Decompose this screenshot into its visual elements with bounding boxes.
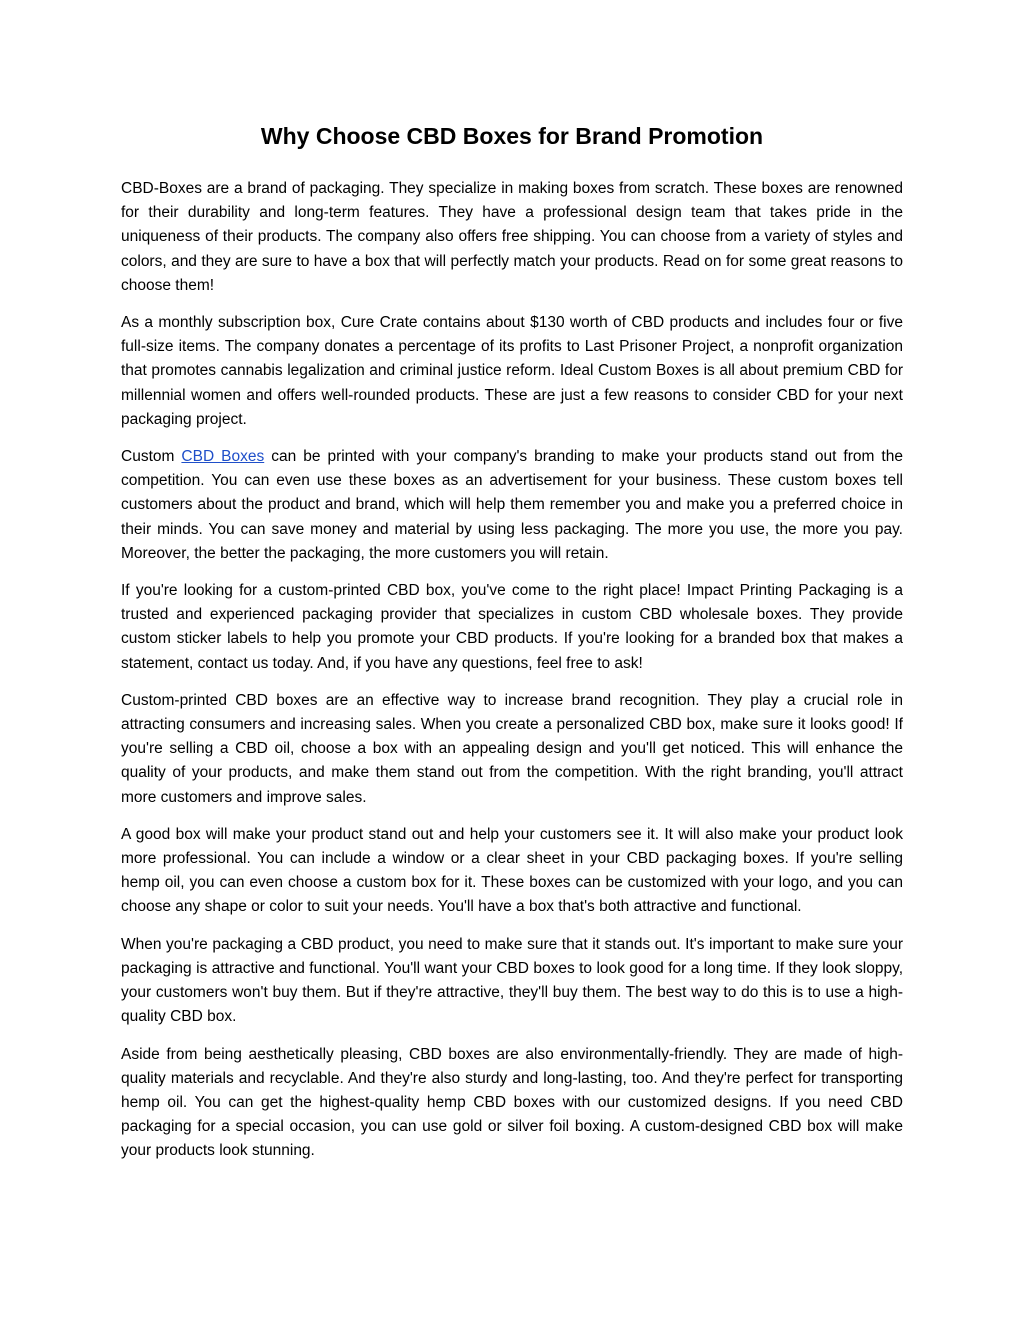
paragraph-6: A good box will make your product stand out and help your customers see it. It will also make your product look more professional. You can include a window or a clear sheet in your CBD packaging boxes. If you're selling hemp oil, you can even choose a custom box for it. These boxes can be customized with your logo, and you can choose any shape or color to suit your needs. You'll have a box that's both attractive and functional. [121, 825, 903, 916]
document-title: Why Choose CBD Boxes for Brand Promotion [260, 123, 764, 149]
document-page [121, 118, 903, 1177]
paragraph-7: When you're packaging a CBD product, you need to make sure that it stands out. It's important to make sure your packaging is attractive and functional. You'll want your CBD boxes to look good for a long time. If they look sloppy, your customers won't buy them. But if they're attractive, they'll buy them. The best way to do this is to use a high-quality CBD box. [121, 935, 903, 1026]
paragraph-5: Custom-printed CBD boxes are an effective way to increase brand recognition. They play a crucial role in attracting consumers and increasing sales. When you create a personalized CBD box, make sure it looks good! If you're selling a CBD oil, choose a box with an appealing design and you'll get noticed. This will enhance the quality of your products, and make them stand out from the competition. With the right branding, you'll attract more customers and improve sales. [121, 691, 903, 806]
paragraph-1: CBD-Boxes are a brand of packaging. They specialize in making boxes from scratch. These boxes are renowned for their durability and long-term features. They have a professional design team that takes pride in the uniqueness of their products. The company also offers free shipping. You can choose from a variety of styles and colors, and they are sure to have a box that will perfectly match your products. Read on for some great reasons to choose them! [121, 180, 903, 294]
paragraph-3-rest: can be printed with your company's branding to make your products stand out from the competition. You can even use these boxes as an advertisement for your business. These custom boxes tell customers about the product and brand, which will help them remember you and make you a preferred choice in their minds. You can save money and material by using less packaging. The more you use, the more you pay. Moreover, the better the packaging, the more customers you will retain. [121, 448, 903, 562]
paragraph-2: As a monthly subscription box, Cure Crate contains about $130 worth of CBD products and includes four or five full-size items. The company donates a percentage of its profits to Last Prisoner Project, a nonprofit organization that promotes cannabis legalization and criminal justice reform. Ideal Custom Boxes is all about premium CBD for millennial women and offers well-rounded products. These are just a few reasons to consider CBD for your next packaging project. [121, 314, 903, 428]
paragraph-8: Aside from being aesthetically pleasing, CBD boxes are also environmentally-friendly. They are made of high-quality materials and recyclable. And they're also sturdy and long-lasting, too. And they're perfect for transporting hemp oil. You can get the highest-quality hemp CBD boxes with our customized designs. If you need CBD packaging for a special occasion, you can use gold or silver foil boxing. A custom-designed CBD box will make your products look stunning. [121, 1045, 903, 1160]
paragraph-3 [121, 445, 903, 566]
cbd-boxes-link[interactable]: CBD Boxes [181, 448, 265, 466]
paragraph-3-lead: Custom [121, 448, 182, 466]
paragraph-4: If you're looking for a custom-printed CBD box, you've come to the right place! Impact Printing Packaging is a trusted and experienced packaging provider that specializes in custom CBD wholesale boxes. They provide custom sticker labels to help you promote your CBD products. If you're looking for a branded box that makes a statement, contact us today. And, if you have any questions, feel free to ask! [121, 582, 903, 672]
